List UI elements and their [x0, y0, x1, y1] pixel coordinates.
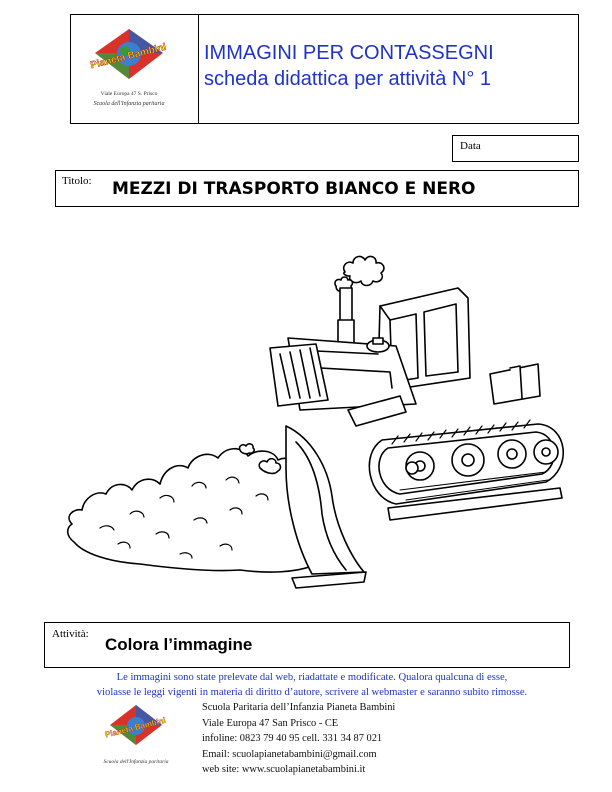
school-contacts: [202, 700, 395, 778]
logo-name: Pianeta Bambini: [104, 715, 167, 740]
title-value: MEZZI DI TRASPORTO BIANCO E NERO: [112, 179, 476, 199]
school-website[interactable]: web site: www.scuolapianetabambini.it: [202, 764, 366, 776]
title-box: [55, 170, 579, 207]
activity-box: [44, 622, 570, 668]
header-title: IMMAGINI PER CONTASSEGNI: [204, 42, 494, 64]
title-label: Titolo:: [62, 175, 92, 187]
activity-label: Attività:: [52, 628, 89, 640]
logo-tagline: Scuola dell'Infanzia paritaria: [103, 759, 169, 765]
date-label: Data: [460, 140, 481, 152]
logo-tagline: Scuola dell'Infanzia paritaria: [93, 101, 165, 107]
logo-address: Viale Europa 47 S. Prisco: [100, 91, 158, 97]
disclaimer-line: violasse le leggi vigenti in materia di diritto d’autore, scrivere al webmaster e saranno subito rimosse.: [96, 687, 528, 698]
header-subtitle: scheda didattica per attività N° 1: [204, 68, 492, 90]
logo-name: Pianeta Bambini: [89, 41, 168, 72]
date-field[interactable]: [452, 135, 579, 162]
school-address: Viale Europa 47 San Prisco - CE: [202, 717, 339, 729]
exhaust-pipe: [340, 288, 352, 322]
school-logo-small: [90, 703, 182, 771]
header-box: [70, 14, 579, 124]
school-phone: infoline: 0823 79 40 95 cell. 331 34 87 021: [202, 733, 383, 745]
copyright-disclaimer: [22, 670, 602, 700]
school-logo: [79, 23, 191, 121]
header-divider: [198, 15, 199, 123]
school-name: Scuola Paritaria dell’Infanzia Pianeta Bambini: [202, 702, 396, 713]
school-email[interactable]: Email: scuolapianetabambini@gmail.com: [202, 748, 377, 760]
disclaimer-line: Le immagini sono state prelevate dal web, riadattate e modificate. Qualora qualcuna di esse,: [116, 672, 508, 683]
smoke-icon: [335, 256, 384, 291]
bulldozer-illustration: [60, 228, 590, 618]
activity-value: Colora l’immagine: [105, 635, 253, 654]
